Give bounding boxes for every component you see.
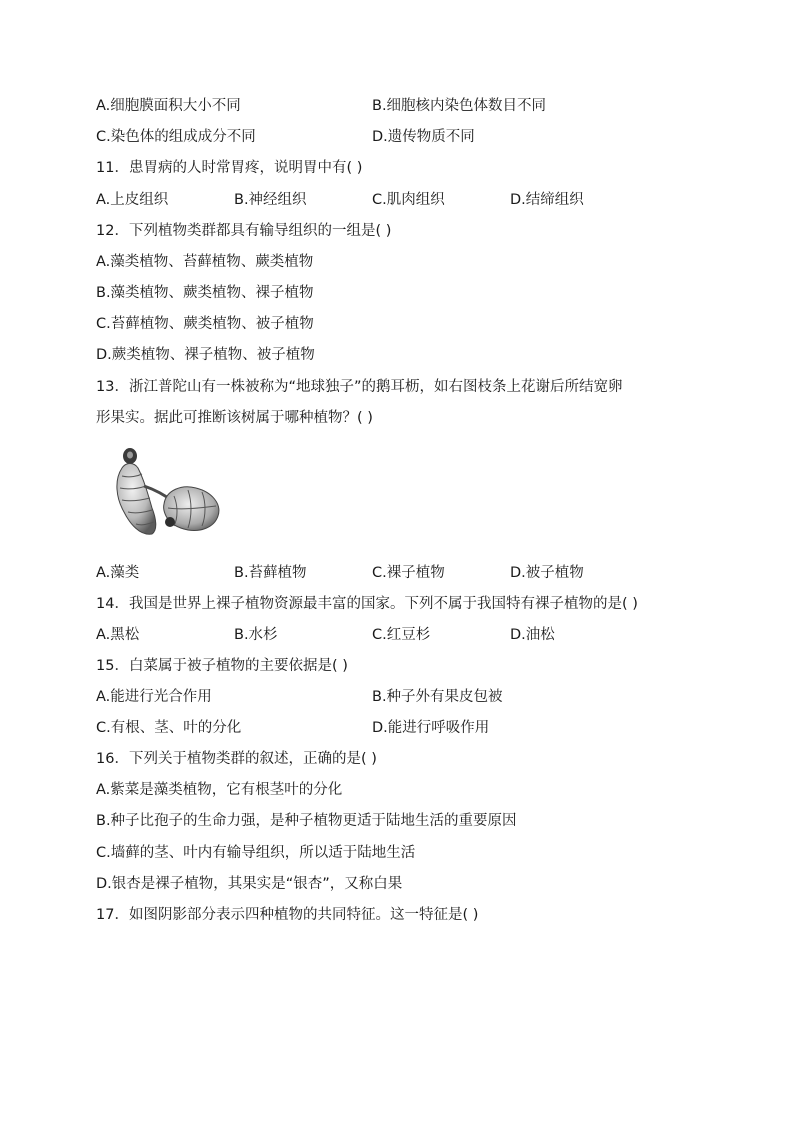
q10-options-row-1 (96, 95, 716, 117)
q10-options-row-2 (96, 126, 716, 148)
q15-stem: 15．白菜属于被子植物的主要依据是( ) (96, 658, 348, 674)
q17-stem: 17．如图阴影部分表示四种植物的共同特征。这一特征是( ) (96, 907, 479, 923)
q15-option-b[interactable]: B.种子外有果皮包被 (372, 689, 503, 705)
q15-option-a[interactable]: A.能进行光合作用 (96, 689, 212, 705)
q10-option-a[interactable]: A.细胞膜面积大小不同 (96, 98, 241, 114)
q11-option-b[interactable]: B.神经组织 (234, 192, 307, 208)
q13-option-c[interactable]: C.裸子植物 (372, 565, 445, 581)
q10-option-d[interactable]: D.遗传物质不同 (372, 129, 475, 145)
q11-option-d[interactable]: D.结缔组织 (510, 192, 584, 208)
q14-option-c[interactable]: C.红豆杉 (372, 627, 431, 643)
q16-option-c[interactable]: C.墙藓的茎、叶内有输导组织，所以适于陆地生活 (96, 845, 416, 861)
q13-stem-line-2: 形果实。据此可推断该树属于哪种植物？( ) (96, 410, 373, 426)
q12-option-a[interactable]: A.藻类植物、苔藓植物、蕨类植物 (96, 254, 314, 270)
q16-option-b[interactable]: B.种子比孢子的生命力强，是种子植物更适于陆地生活的重要原因 (96, 813, 517, 829)
q11-stem: 11．患胃病的人时常胃疼，说明胃中有( ) (96, 160, 363, 176)
q10-option-c[interactable]: C.染色体的组成成分不同 (96, 129, 256, 145)
q16-option-d[interactable]: D.银杏是裸子植物，其果实是“银杏”，又称白果 (96, 876, 403, 892)
q11-option-a[interactable]: A.上皮组织 (96, 192, 169, 208)
hornbeam-fruit-figure (108, 446, 224, 542)
q14-option-d[interactable]: D.油松 (510, 627, 555, 643)
q12-option-d[interactable]: D.蕨类植物、裸子植物、被子植物 (96, 347, 315, 363)
q15-options-row-2 (96, 717, 716, 739)
q13-options-row (96, 562, 716, 584)
q13-option-d[interactable]: D.被子植物 (510, 565, 584, 581)
q16-stem: 16．下列关于植物类群的叙述，正确的是( ) (96, 751, 377, 767)
q13-option-a[interactable]: A.藻类 (96, 565, 140, 581)
q11-options-row (96, 189, 716, 211)
q14-option-a[interactable]: A.黑松 (96, 627, 140, 643)
q15-options-row-1 (96, 686, 716, 708)
q10-option-b[interactable]: B.细胞核内染色体数目不同 (372, 98, 547, 114)
q11-option-c[interactable]: C.肌肉组织 (372, 192, 445, 208)
q12-stem: 12．下列植物类群都具有输导组织的一组是( ) (96, 223, 392, 239)
q14-options-row (96, 624, 716, 646)
q16-option-a[interactable]: A.紫菜是藻类植物，它有根茎叶的分化 (96, 782, 343, 798)
q12-option-c[interactable]: C.苔藓植物、蕨类植物、被子植物 (96, 316, 314, 332)
q14-stem: 14．我国是世界上裸子植物资源最丰富的国家。下列不属于我国特有裸子植物的是( ) (96, 596, 638, 612)
q14-option-b[interactable]: B.水杉 (234, 627, 278, 643)
q13-option-b[interactable]: B.苔藓植物 (234, 565, 307, 581)
q15-option-d[interactable]: D.能进行呼吸作用 (372, 720, 490, 736)
q15-option-c[interactable]: C.有根、茎、叶的分化 (96, 720, 242, 736)
q12-option-b[interactable]: B.藻类植物、蕨类植物、裸子植物 (96, 285, 314, 301)
q13-stem-line-1: 13．浙江普陀山有一株被称为“地球独子”的鹅耳枥，如右图枝条上花谢后所结宽卵 (96, 379, 623, 395)
